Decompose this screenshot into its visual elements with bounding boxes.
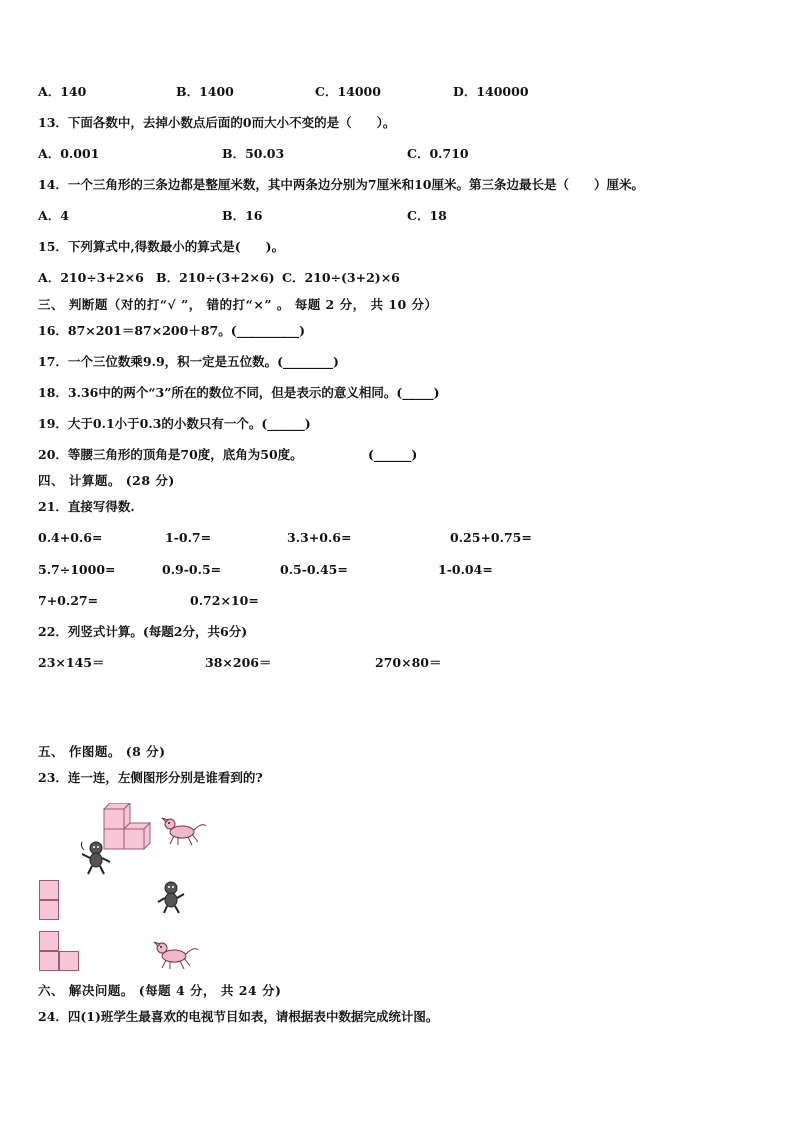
q13-option-b: B．50.03 bbox=[222, 146, 285, 161]
q16: 16．87×201＝87×200＋87。(__________) bbox=[38, 323, 306, 338]
q13-option-c: C．0.710 bbox=[407, 146, 469, 161]
q15-option-a: A．210÷3+2×6 bbox=[38, 270, 144, 285]
q15-stem: 15．下列算式中,得数最小的算式是( )。 bbox=[38, 239, 285, 254]
q21-item: 0.25+0.75= bbox=[450, 530, 532, 545]
q22-item: 38×206＝ bbox=[205, 655, 272, 670]
q21-item: 0.9-0.5= bbox=[162, 562, 222, 577]
q12-option-a: A．140 bbox=[38, 84, 87, 99]
q22-stem: 22．列竖式计算。(每题2分，共6分) bbox=[38, 624, 248, 639]
q20-blank: (______) bbox=[368, 447, 418, 462]
q13-option-a: A．0.001 bbox=[38, 146, 100, 161]
monkey-icon bbox=[155, 880, 187, 914]
q15-option-b: B．210÷(3+2×6) bbox=[156, 270, 275, 285]
section-3-heading: 三、 判断题（对的打“√ ”， 错的打“×” 。 每题 2 分， 共 10 分） bbox=[38, 297, 438, 312]
q21-item: 1-0.04= bbox=[438, 562, 493, 577]
q12-option-c: C．14000 bbox=[315, 84, 381, 99]
q18: 18．3.36中的两个“3”所在的数位不同，但是表示的意义相同。(_____) bbox=[38, 385, 440, 400]
q21-item: 3.3+0.6= bbox=[287, 530, 352, 545]
section-5-heading: 五、 作图题。 (8 分) bbox=[38, 744, 166, 759]
q21-item: 7+0.27= bbox=[38, 593, 99, 608]
q19: 19．大于0.1小于0.3的小数只有一个。(______) bbox=[38, 416, 311, 431]
q21-item: 1-0.7= bbox=[165, 530, 212, 545]
q17: 17．一个三位数乘9.9，积一定是五位数。(________) bbox=[38, 354, 339, 369]
q12-option-d: D．140000 bbox=[453, 84, 529, 99]
section-4-heading: 四、 计算题。 (28 分) bbox=[38, 473, 175, 488]
q21-item: 5.7÷1000= bbox=[38, 562, 116, 577]
section-6-heading: 六、 解决问题。 (每题 4 分， 共 24 分) bbox=[38, 983, 282, 998]
q21-item: 0.4+0.6= bbox=[38, 530, 103, 545]
q21-item: 0.72×10= bbox=[190, 593, 259, 608]
q22-item: 270×80＝ bbox=[375, 655, 442, 670]
q21-item: 0.5-0.45= bbox=[280, 562, 348, 577]
q14-option-a: A．4 bbox=[38, 208, 69, 223]
q13-stem: 13．下面各数中，去掉小数点后面的0而大小不变的是（ ）。 bbox=[38, 115, 396, 130]
q24-stem: 24．四(1)班学生最喜欢的电视节目如表，请根据表中数据完成统计图。 bbox=[38, 1009, 439, 1024]
q21-stem: 21．直接写得数. bbox=[38, 499, 135, 514]
q14-option-b: B．16 bbox=[222, 208, 263, 223]
dog-icon bbox=[160, 812, 208, 848]
q14-stem: 14．一个三角形的三条边都是整厘米数，其中两条边分别为7厘米和10厘米。第三条边最长是（ ）厘米。 bbox=[38, 177, 644, 192]
dog-icon bbox=[152, 936, 200, 972]
q14-option-c: C．18 bbox=[407, 208, 447, 223]
monkey-icon bbox=[78, 840, 114, 876]
q23-stem: 23．连一连，左侧图形分别是谁看到的? bbox=[38, 770, 263, 785]
q12-option-b: B．1400 bbox=[176, 84, 234, 99]
q22-item: 23×145＝ bbox=[38, 655, 105, 670]
q20-text: 20．等腰三角形的顶角是70度，底角为50度。 bbox=[38, 447, 303, 462]
q15-option-c: C．210÷(3+2)×6 bbox=[282, 270, 400, 285]
